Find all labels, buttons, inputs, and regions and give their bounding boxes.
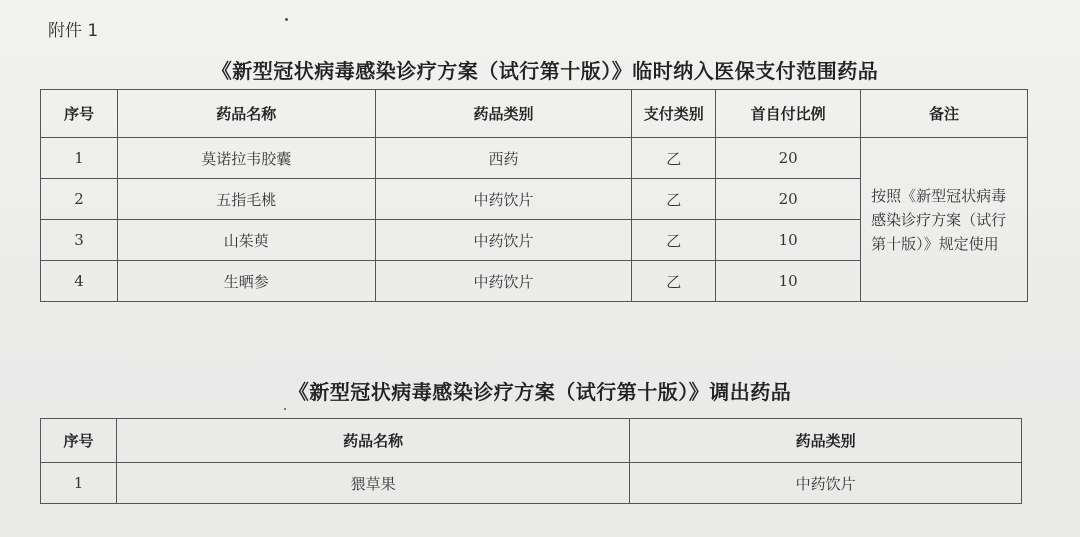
removed-drugs-table	[40, 418, 1022, 504]
cell-self-pay-ratio: 20	[716, 179, 861, 220]
header-no: 序号	[41, 419, 117, 463]
cell-remarks: 按照《新型冠状病毒感染诊疗方案（试行第十版）》规定使用	[861, 138, 1028, 302]
cell-pay-type: 乙	[632, 179, 716, 220]
cell-pay-type: 乙	[632, 138, 716, 179]
header-drug-name: 药品名称	[117, 90, 375, 138]
cell-no: 3	[41, 220, 118, 261]
cell-drug-name: 猥草果	[116, 463, 629, 504]
cell-drug-category: 中药饮片	[375, 261, 632, 302]
cell-no: 4	[41, 261, 118, 302]
cell-pay-type: 乙	[632, 261, 716, 302]
header-drug-name: 药品名称	[116, 419, 629, 463]
header-pay-type: 支付类别	[632, 90, 716, 138]
header-self-pay-ratio: 首自付比例	[716, 90, 861, 138]
header-drug-category: 药品类别	[630, 419, 1022, 463]
cell-drug-category: 西药	[375, 138, 632, 179]
cell-no: 1	[41, 138, 118, 179]
cell-self-pay-ratio: 10	[716, 220, 861, 261]
header-drug-category: 药品类别	[375, 90, 632, 138]
cell-drug-name: 莫诺拉韦胶囊	[117, 138, 375, 179]
cell-drug-category: 中药饮片	[375, 220, 632, 261]
cell-drug-name: 山茱萸	[117, 220, 375, 261]
table2-title: 《新型冠状病毒感染诊疗方案（试行第十版）》调出药品	[288, 380, 792, 404]
table-row	[41, 138, 1028, 179]
table-header-row	[41, 419, 1022, 463]
table-row	[41, 463, 1022, 504]
cell-drug-name: 生晒参	[117, 261, 375, 302]
cell-no: 2	[41, 179, 118, 220]
included-drugs-table	[40, 89, 1028, 302]
table1-title: 《新型冠状病毒感染诊疗方案（试行第十版）》临时纳入医保支付范围药品	[211, 59, 879, 83]
cell-pay-type: 乙	[632, 220, 716, 261]
header-remarks: 备注	[861, 90, 1028, 138]
cell-no: 1	[41, 463, 117, 504]
cell-drug-category: 中药饮片	[375, 179, 632, 220]
cell-drug-name: 五指毛桃	[117, 179, 375, 220]
cell-drug-category: 中药饮片	[630, 463, 1022, 504]
table-header-row	[41, 90, 1028, 138]
attachment-label: 附件 1	[48, 21, 99, 41]
cell-self-pay-ratio: 20	[716, 138, 861, 179]
cell-self-pay-ratio: 10	[716, 261, 861, 302]
header-no: 序号	[41, 90, 118, 138]
